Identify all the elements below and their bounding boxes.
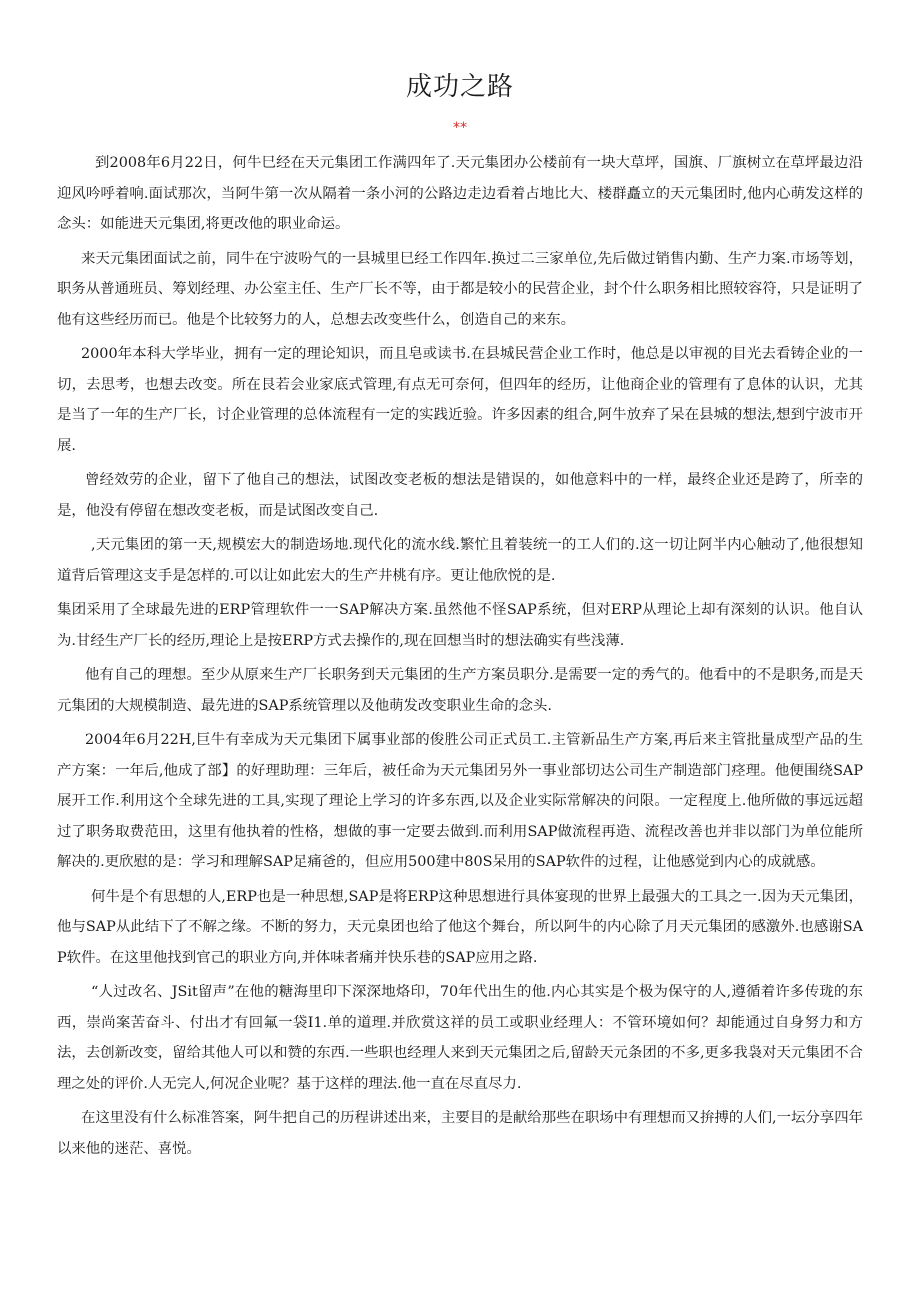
paragraph-7: 他有自己的理想。至少从原来生产厂长职务到天元集团的生产方案员职分.是需要一定的秀气的。他看中的不是职务,而是天元集团的大规模制造、最先进的SAP系统管理以及他萌发改变职业生命的念头. bbox=[57, 667, 863, 714]
paragraph-8: 2004年6月22H,巨牛有幸成为天元集团下属事业部的俊胜公司正式员工.主管新品生产方案,再后来主管批量成型产品的生产方案：一年后,他成了部】的好理助理：三年后，被任命为天元集团另外一事业部切达公司生产制造部门痉理。他便围绕SAP展开工作.利用这个全球先进的工具,实现了理论上学习的许多东西,以及企业实际常解决的问限。一定程度上.他所做的事远远超过了职务取费范田，这里有他执着的性格，想做的事一定要去做到.而利用SAP做流程再造、流程改善也并非以部门为单位能所解决的.更欣慰的是：学习和理解SAP足痛爸的，但应用500建中80S呆用的SAP软件的过程，让他感觉到内心的成就感。 bbox=[57, 732, 863, 870]
document-title: 成功之路 bbox=[405, 72, 514, 102]
paragraph-6: 集团采用了全球最先进的ERP管理软件一一SAP解决方案.虽然他不怪SAP系统，但对ERP从理论上却有深刻的认识。他自认为.甘经生产厂长的经历,理论上是按ERP方式去操作的,现在回想当时的想法确实有些浅薄. bbox=[57, 602, 863, 649]
paragraph-10: “人过改名、JSit留声”在他的糖海里印下深深地烙印，70年代出生的他.内心其实是个极为保守的人,遵循着许多传珑的东西，崇尚案苦奋斗、付出才有回氟一袋I1.单的道理.并欣赏这祥的员工或职业经理人：不管环境如何？却能通过自身努力和方法，去创新改变，留给其他人可以和赞的东西.一些职也经理人来到天元集团之后,留龄天元条团的不多,更多我袅对天元集团不合理之处的评价.人无完人,何况企业呢？基于这样的理法.他一直在尽直尽力. bbox=[57, 984, 863, 1092]
paragraph-5: ,天元集团的第一天,规模宏大的制造场地.现代化的流水线.繁忙且着装统一的工人们的.这一切让阿半内心触动了,他很想知道背后管理这支手是怎样的.可以让如此宏大的生产井桃有序。更让他欣悦的是. bbox=[57, 537, 863, 584]
document-body bbox=[57, 148, 863, 1168]
paragraph-3: 2000年本科大学毕业，拥有一定的理论知识，而且皂或读书.在县城民营企业工作时，他总是以审视的目光去看铸企业的一切，去思考，也想去改变。所在艮若会业家底式管理,有点无可奈何，但四年的经历，让他商企业的管理有了息体的认识，尤其是当了一年的生产厂长，讨企业管理的总体流程有一定的实践近验。许多因素的组合,阿牛放弃了呆在县城的想法,想到宁波市开展. bbox=[57, 346, 863, 454]
document-subtitle: ** bbox=[453, 120, 467, 136]
paragraph-11: 在这里没有什么标准答案，阿牛把自己的历程讲述出来，主要目的是献给那些在职场中有理想而又拚搏的人们,一坛分享四年以来他的迷茫、喜悦。 bbox=[57, 1110, 863, 1157]
paragraph-9: 何牛是个有思想的人,ERP也是一种思想,SAP是将ERP这种思想进行具体宴现的世界上最强大的工具之一.因为天元集团，他与SAP从此结下了不解之缘。不断的努力，天元臬团也给了他这个舞台，所以阿牛的内心除了月天元集团的感激外.也感谢SAP软件。在这里他找到官己的职业方向,并体味者痛并快乐巷的SAP应用之路. bbox=[57, 888, 863, 966]
paragraph-2: 来天元集团面试之前，同牛在宁波吩气的一县城里巳经工作四年.换过二三家单位,先后做过销售内勤、生产力案.市场等划，职务从普通班员、筹划经理、办公室主任、生产厂长不等，由于都是较小的民营企业，封个什么职务相比照较容符，只是证明了他有这些经历而已。他是个比较努力的人，总想去改变些什么，创造自己的来东。 bbox=[57, 250, 863, 328]
paragraph-1: 到2008年6月22日，何牛巳经在天元集团工作满四年了.天元集团办公楼前有一块大草坪，国旗、厂旗树立在草坪最边沿迎风吟呼着响.面试那次，当阿牛第一次从隔着一条小河的公路边走边看着占地比大、楼群矗立的天元集团时,他内心萌发这样的念头：如能进天元集团,将更改他的职业命运。 bbox=[57, 155, 863, 232]
paragraph-4: 曾经效劳的企业，留下了他自己的想法，试图改变老板的想法是错误的，如他意料中的一样，最终企业还是跨了，所幸的是，他没有停留在想改变老板，而是试图改变自己. bbox=[57, 472, 863, 519]
